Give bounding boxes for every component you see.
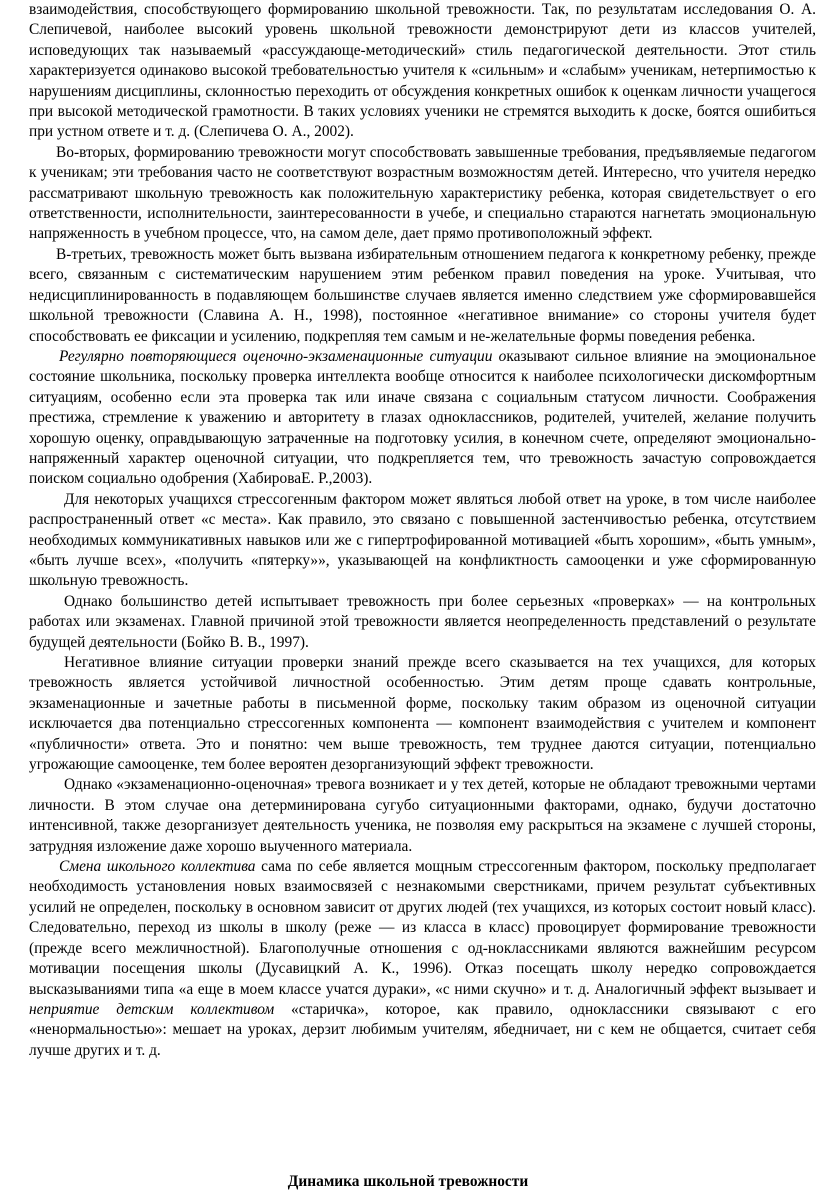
paragraph-teacher-style: взаимодействия, способствующего формированию школьной тревожности. Так, по результатам исследования О. А. Слепичевой, наиболее высокий уровень школьной тревожности демонстрируют дети из классов учителей, исповедующих так называемый «рассуждающе-методический» стиль педагогической деятельности. Этот стиль характеризуется одинаково высокой требовательностью учителя к «сильным» и «слабым» ученикам, нетерпимостью к нарушениям дисциплины, склонностью переходить от обсуждения конкретных ошибок к оценкам личности учащегося при высокой методической грамотности. В таких условиях ученики не стремятся выходить к доске, боятся ошибиться при устном ответе и т. д. (Слепичева О. А., 2002). xyxy=(29,1,816,141)
paragraph-school-change-end: «старичка», которое, как правило, одноклассники связывают с его «ненормальностью»: мешает на уроках, дерзит любимым учителям, ябедничает, ни с кем не общается, считает себя лучше других и т. д. xyxy=(29,1000,816,1059)
paragraph-excessive-demands: Во-вторых, формированию тревожности могут способствовать завышенные требования, предъявляемые педагогом к ученикам; эти требования часто не соответствуют возрастным возможностям детей. Интересно, что учителя нередко рассматривают школьную тревожность как положительную характеристику ребенка, которая свидетельствует о его ответственности, исполнительности, заинтересованности в учебе, и специально стараются нагнетать эмоциональную напряженность в учебном процессе, что, на самом деле, дает прямо противоположный эффект. xyxy=(29,143,816,243)
paragraph-exam-anxiety: Однако «экзаменационно-оценочная» тревога возникает и у тех детей, которые не обладают тревожными чертами личности. В этом случае она детерминирована сугубо ситуационными факторами, однако, будучи достаточно интенсивной, также дезорганизует деятельность ученика, не позволяя ему раскрыться на экзамене с лучшей стороны, затрудняя изложение даже хорошо выученного материала. xyxy=(29,776,816,855)
paragraph-knowledge-checks: Негативное влияние ситуации проверки знаний прежде всего сказывается на тех учащихся, для которых тревожность является устойчивой личностной особенностью. Этим детям проще сдавать контрольные, экзаменационные и зачетные работы в письменной форме, поскольку таким образом из оценочной ситуации исключается два потенциально стрессогенных компонента — компонент взаимодействия с учителем и компонент «публичности» ответа. Это и понятно: чем выше тревожность, тем труднее даются ситуации, потенциально угрожающие самооценке, тем более вероятен дезорганизующий эффект тревожности. xyxy=(29,654,816,774)
paragraph-oral-answers: Для некоторых учащихся стрессогенным фактором может являться любой ответ на уроке, в том числе наиболее распространенный ответ «с места». Как правило, это связано с повышенной застенчивостью ребенка, отсутствием необходимых коммуникативных навыков или же с гипертрофированной мотивацией «быть хорошим», «быть умным», «быть лучше всех», «получить «пятерку»», указывающей на конфликтность самооценки и уже сформированную школьную тревожность. xyxy=(29,490,816,590)
italic-term-rejection: неприятие детским коллективом xyxy=(29,1000,275,1018)
paragraph-serious-tests: Однако большинство детей испытывает тревожность при более серьезных «проверках» — на контрольных работах или экзаменах. Главной причиной этой тревожности является неопределенность представлений о результате будущей деятельности (Бойко В. В., 1997). xyxy=(29,592,816,651)
document-body xyxy=(29,0,816,1061)
paragraph-school-change xyxy=(29,857,816,1061)
paragraph-school-change-text: сама по себе является мощным стрессогенным фактором, поскольку предполагает необходимость установления новых взаимосвязей с незнакомыми сверстниками, причем результат субъективных усилий не определен, поскольку в основном зависит от других людей (тех учащихся, из которых состоит новый класс). Следовательно, переход из школы в школу (реже — из класса в класс) провоцирует формирование тревожности (прежде всего межличностной). Благополучные отношения с од-ноклассниками являются важнейшим ресурсом мотивации посещения школы (Дусавицкий А. К., 1996). Отказ посещать школу нередко сопровождается высказываниями типа «а еще в моем классе учатся дураки», «с ними скучно» и т. д. Аналогичный эффект вызывает и xyxy=(29,858,816,998)
italic-term-exam-situations: Регулярно повторяющиеся оценочно-экзаменационные ситуации о xyxy=(59,347,507,365)
paragraph-selective-attitude: В-третьих, тревожность может быть вызвана избирательным отношением педагога к конкретному ребенку, прежде всего, связанным с систематическим нарушением этим ребенком правил поведения на уроке. Учитывая, что недисциплинированность в подавляющем большинстве случаев является именно следствием уже сформировавшейся школьной тревожности (Славина А. Н., 1998), постоянное «негативное внимание» со стороны учителя будет способствовать ее фиксации и усилению, подкрепляя тем самым и не-желательные формы поведения ребенка. xyxy=(29,245,816,345)
paragraph-exam-situations-text: казывают сильное влияние на эмоциональное состояние школьника, поскольку проверка интеллекта вообще относится к наиболее психологически дискомфортным ситуациям, особенно если эта проверка так или иначе связана с социальным статусом личности. Соображения престижа, стремление к уважению и авторитету в глазах одноклассников, родителей, учителей, желание получить хорошую оценку, оправдывающую затраченные на подготовку усилия, в конечном счете, определяют эмоционально-напряженный характер оценочной ситуации, что подкрепляется тем, что тревожность зачастую сопровождается поиском социально одобрения (ХабироваЕ. Р.,2003). xyxy=(29,347,816,488)
paragraph-exam-situations xyxy=(29,347,816,490)
section-heading: Динамика школьной тревожности xyxy=(287,1173,529,1190)
italic-term-school-change: Смена школьного коллектива xyxy=(59,858,256,876)
